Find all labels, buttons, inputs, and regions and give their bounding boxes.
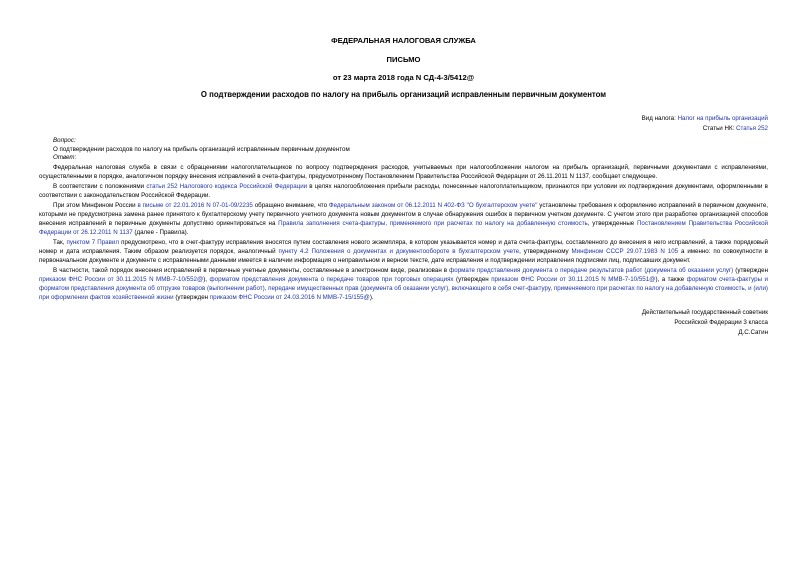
- signature-rank: Российской Федерации 3 класса: [674, 319, 768, 327]
- link-federal-law-402[interactable]: Федеральным законом от 06.12.2011 N 402-ФЗ "О бухгалтерском учете": [328, 202, 538, 210]
- link-format-invoice[interactable]: форматом счета-фактуры и форматом представления документа об отгрузке товаров (выполнении работ), передаче имущественных прав (документа об оказании услуг), включающего в себя счет-фактуру, применяемого при расчетах по налогу на добавленную стоимость, и (или) при оформлении фактов хозяйственной жизни: [39, 276, 768, 302]
- nk-articles-row: [39, 124, 768, 134]
- nk-articles-label: Статьи НК:: [702, 125, 736, 132]
- letter-body: [39, 163, 768, 302]
- signature-name: Д.С.Сатин: [738, 329, 768, 337]
- signature-block: [39, 308, 768, 338]
- agency-name: ФЕДЕРАЛЬНАЯ НАЛОГОВАЯ СЛУЖБА: [331, 36, 476, 45]
- document-date-number: от 23 марта 2018 года N СД-4-3/5412@: [332, 73, 475, 82]
- link-order-155[interactable]: приказом ФНС России от 24.03.2016 N ММВ-7-15/155@: [209, 294, 370, 302]
- document-meta: [39, 114, 768, 134]
- link-nk-article-252[interactable]: статьи 252 Налогового кодекса Российской Федерации: [146, 183, 308, 191]
- paragraph-5: В частности, такой порядок внесения исправлений в первичные учетные документы, составленные в электронном виде, реализован в формате представления документа о передаче результатов работ (документа об оказании услуг) (утвержден приказом ФНС России от 30.11.2015 N ММВ-7-10/552@), форматом представления документа о передаче товаров при торговых операциях (утвержден приказом ФНС России от 30.11.2015 N ММВ-7-10/551@), а также форматом счета-фактуры и форматом представления документа об отгрузке товаров (выполнении работ), передаче имущественных прав (документа об оказании услуг), включающего в себя счет-фактуру, применяемого при расчетах по налогу на добавленную стоимость, и (или) при оформлении фактов хозяйственной жизни (утвержден приказом ФНС России от 24.03.2016 N ММВ-7-15/155@).: [39, 267, 768, 302]
- document-title: О подтверждении расходов по налогу на прибыль организаций исправленным первичным документом: [200, 90, 607, 99]
- link-format-works-results[interactable]: формате представления документа о передаче результатов работ (документа об оказании услуг): [449, 267, 734, 275]
- nk-article-link[interactable]: Статья 252: [736, 125, 768, 132]
- link-minfin-ussr-105[interactable]: Минфином СССР 29.07.1983 N 105: [571, 248, 679, 256]
- link-order-551[interactable]: приказом ФНС России от 30.11.2015 N ММВ-7-10/551@: [491, 276, 656, 284]
- link-order-552[interactable]: приказом ФНС России от 30.11.2015 N ММВ-7-10/552@: [39, 276, 204, 284]
- paragraph-2: В соответствии с положениями статьи 252 Налогового кодекса Российской Федерации в целях налогообложения прибыли расходы, понесенные налогоплательщиком, признаются при условии их подтверждения документами, оформленными в соответствии с законодательством Российской Федерации.: [39, 183, 768, 200]
- signature-title: Действительный государственный советник: [641, 309, 768, 317]
- tax-type-label: Вид налога:: [641, 115, 678, 122]
- question-text: О подтверждении расходов по налогу на прибыль организаций исправленным первичным документом: [53, 145, 350, 153]
- tax-type-link[interactable]: Налог на прибыль организаций: [677, 115, 768, 122]
- answer-label: Ответ:: [53, 154, 77, 162]
- paragraph-3: При этом Минфином России в письме от 22.01.2016 N 07-01-09/2235 обращено внимание, что Федеральным законом от 06.12.2011 N 402-ФЗ "О бухгалтерском учете" установлены требования к оформлению исправлений в первичном документе, которыми не предусмотрена замена ранее принятого к бухгалтерскому учету первичного учетного документа новым документом в случае обнаружения ошибок в первичном учетном документе. С учетом этого при разработке организацией способов внесения исправлений в первичные документы допустимо ориентироваться на Правила заполнения счета-фактуры, применяемого при расчетах по налогу на добавленную стоимость, утвержденные Постановлением Правительства Российской Федерации от 26.12.2011 N 1137 (далее - Правила).: [39, 202, 769, 237]
- question-label: Вопрос:: [53, 137, 76, 144]
- tax-type-row: [39, 114, 768, 124]
- link-government-decree-1137[interactable]: Постановлением Правительства Российской Федерации от 26.12.2011 N 1137: [39, 220, 768, 237]
- link-invoice-rules[interactable]: Правила заполнения счета-фактуры, применяемого при расчетах по налогу на добавленную стоимость: [278, 220, 588, 228]
- document-type: ПИСЬМО: [386, 55, 421, 64]
- link-regulation-4-2[interactable]: пункту 4.2 Положения о документах и документообороте в бухгалтерском учете: [278, 248, 520, 256]
- paragraph-4: Так, пунктом 7 Правил предусмотрено, что в счет-фактуру исправления вносятся путем составления нового экземпляра, в котором указывается номер и дата счета-фактуры, составленного до внесения в него исправлений, а также порядковый номер и дата исправления. Таким образом реализуется порядок, аналогичный пункту 4.2 Положения о документах и документообороте в бухгалтерском учете, утвержденному Минфином СССР 29.07.1983 N 105 а именно: по совокупности в первоначальном документе и документе с исправленными данными имеется в наличии информация о неправильном и верном тексте, дате исправления и подтверждении исправления подписями лиц, подписавших документ.: [39, 239, 768, 265]
- link-format-goods-transfer[interactable]: форматом представления документа о передаче товаров при торговых операциях: [209, 276, 454, 284]
- link-rule-7[interactable]: пунктом 7 Правил: [66, 239, 119, 247]
- paragraph-1: Федеральная налоговая служба в связи с обращениями налогоплательщиков по вопросу подтверждения расходов, учитываемых при налогообложении налогом на прибыль организаций, первичными документами с исправлениями, осуществленными в порядке, аналогичном порядку внесения исправлений в счета-фактуры, предусмотренному Постановлением Правительства Российской Федерации от 26.11.2011 N 1137, сообщает следующее.: [39, 164, 768, 181]
- link-minfin-letter[interactable]: в письме от 22.01.2016 N 07-01-09/2235: [137, 202, 253, 210]
